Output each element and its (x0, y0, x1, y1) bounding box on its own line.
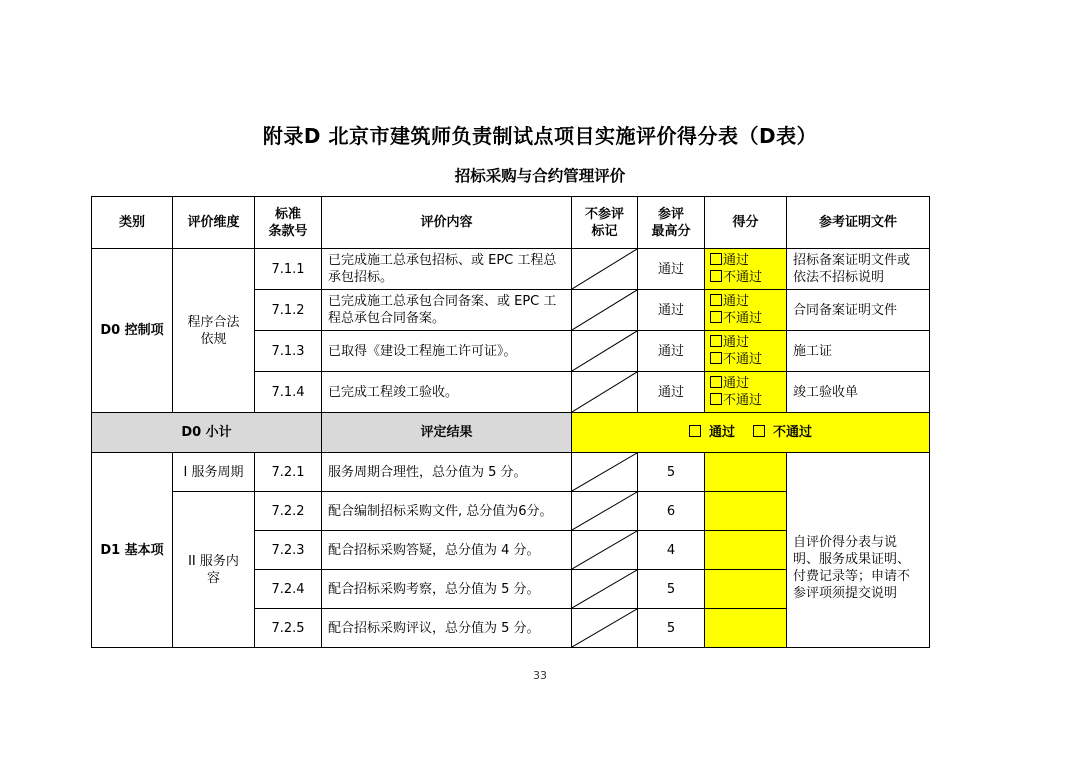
score-input-cell[interactable] (705, 453, 787, 492)
category-d1: D1 基本项 (92, 453, 173, 648)
max-score-cell: 通过 (638, 331, 705, 372)
evidence-cell: 竣工验收单 (787, 372, 930, 413)
diagonal-slash-icon (572, 249, 637, 289)
header-not-applicable (572, 197, 638, 249)
pass-option[interactable] (710, 334, 782, 351)
content-cell: 服务周期合理性，总分值为 5 分。 (322, 453, 572, 492)
max-score-cell: 4 (638, 531, 705, 570)
header-na-line2: 标记 (591, 223, 618, 239)
max-score-cell: 6 (638, 492, 705, 531)
content-cell: 已完成工程竣工验收。 (322, 372, 572, 413)
not-applicable-cell[interactable] (572, 290, 638, 331)
header-row (92, 197, 930, 249)
header-max-line2: 最高分 (651, 223, 691, 239)
fail-option[interactable] (710, 351, 782, 368)
dimension-line: 容 (206, 570, 220, 586)
evidence-line: 依法不招标说明 (793, 270, 885, 285)
header-score: 得分 (705, 197, 787, 249)
diagonal-slash-icon (572, 492, 637, 530)
not-applicable-cell[interactable] (572, 570, 638, 609)
pass-label: 通过 (723, 335, 750, 350)
max-score-cell: 5 (638, 609, 705, 648)
fail-option[interactable] (710, 310, 782, 327)
evidence-cell-d1 (787, 453, 930, 648)
max-score-cell: 通过 (638, 249, 705, 290)
clause-cell: 7.1.3 (255, 331, 322, 372)
pass-option[interactable] (710, 293, 782, 310)
fail-option[interactable] (710, 269, 782, 286)
page-title: 附录D 北京市建筑师负责制试点项目实施评价得分表（D表） (262, 124, 818, 148)
diagonal-slash-icon (572, 453, 637, 491)
diagonal-slash-icon (572, 331, 637, 371)
content-cell: 配合编制招标采购文件, 总分值为6分。 (322, 492, 572, 531)
diagonal-slash-icon (572, 531, 637, 569)
dimension-d0-line2: 依规 (200, 331, 227, 347)
not-applicable-cell[interactable] (572, 492, 638, 531)
content-line: 已完成施工总承包合同备案、或 EPC 工 (328, 294, 557, 309)
checkbox-icon[interactable] (710, 311, 722, 323)
fail-option[interactable] (710, 392, 782, 409)
not-applicable-cell[interactable] (572, 609, 638, 648)
score-cell (705, 331, 787, 372)
checkbox-icon[interactable] (710, 352, 722, 364)
clause-cell: 7.1.2 (255, 290, 322, 331)
subtotal-result-cell (572, 413, 930, 453)
dimension-line: II 服务内 (188, 553, 239, 569)
category-d0: D0 控制项 (92, 249, 173, 413)
header-max-score (638, 197, 705, 249)
evidence-line: 自评价得分表与说 (793, 535, 898, 550)
checkbox-icon[interactable] (710, 294, 722, 306)
diagonal-slash-icon (572, 290, 637, 330)
score-cell (705, 290, 787, 331)
max-score-cell: 5 (638, 570, 705, 609)
table-row (92, 453, 930, 492)
diagonal-slash-icon (572, 570, 637, 608)
score-input-cell[interactable] (705, 492, 787, 531)
clause-cell: 7.2.5 (255, 609, 322, 648)
dimension-service-content (173, 492, 255, 648)
content-cell (322, 290, 572, 331)
fail-label: 不通过 (723, 352, 763, 367)
table-row (92, 249, 930, 290)
evidence-cell: 合同备案证明文件 (787, 290, 930, 331)
pass-label: 通过 (723, 376, 750, 391)
evidence-line: 明、服务成果证明、 (793, 552, 911, 567)
dimension-service-period: I 服务周期 (173, 453, 255, 492)
dimension-d0 (173, 249, 255, 413)
checkbox-icon[interactable] (710, 393, 722, 405)
score-input-cell[interactable] (705, 531, 787, 570)
checkbox-icon[interactable] (710, 270, 722, 282)
score-input-cell[interactable] (705, 570, 787, 609)
fail-label: 不通过 (773, 425, 813, 440)
diagonal-slash-icon (572, 372, 637, 412)
content-line: 已完成施工总承包招标、或 EPC 工程总 (328, 253, 557, 268)
pass-label: 通过 (708, 425, 735, 440)
content-cell: 配合招标采购评议，总分值为 5 分。 (322, 609, 572, 648)
header-evidence: 参考证明文件 (787, 197, 930, 249)
subtotal-row (92, 413, 930, 453)
header-dimension: 评价维度 (173, 197, 255, 249)
header-na-line1: 不参评 (584, 206, 624, 222)
not-applicable-cell[interactable] (572, 453, 638, 492)
dimension-d0-line1: 程序合法 (187, 314, 240, 330)
checkbox-icon[interactable] (753, 425, 765, 437)
checkbox-icon[interactable] (710, 253, 722, 265)
clause-cell: 7.2.3 (255, 531, 322, 570)
clause-cell: 7.2.2 (255, 492, 322, 531)
section-subtitle: 招标采购与合约管理评价 (454, 167, 626, 185)
pass-label: 通过 (723, 253, 750, 268)
content-cell (322, 249, 572, 290)
checkbox-icon[interactable] (710, 376, 722, 388)
checkbox-icon[interactable] (689, 425, 701, 437)
clause-cell: 7.2.4 (255, 570, 322, 609)
score-cell (705, 249, 787, 290)
fail-label: 不通过 (723, 311, 763, 326)
fail-label: 不通过 (723, 393, 763, 408)
page-number: 33 (533, 669, 547, 682)
pass-label: 通过 (723, 294, 750, 309)
content-cell: 配合招标采购考察，总分值为 5 分。 (322, 570, 572, 609)
not-applicable-cell[interactable] (572, 531, 638, 570)
clause-cell: 7.1.4 (255, 372, 322, 413)
header-category: 类别 (92, 197, 173, 249)
header-clause-line2: 条款号 (268, 223, 308, 239)
max-score-cell: 通过 (638, 290, 705, 331)
header-clause (255, 197, 322, 249)
content-line: 程总承包合同备案。 (328, 311, 446, 326)
result-label: 评定结果 (322, 413, 572, 453)
clause-cell: 7.2.1 (255, 453, 322, 492)
pass-option[interactable] (710, 375, 782, 392)
not-applicable-cell[interactable] (572, 372, 638, 413)
evidence-line: 招标备案证明文件或 (793, 253, 911, 268)
header-max-line1: 参评 (657, 206, 684, 222)
content-cell: 已取得《建设工程施工许可证》。 (322, 331, 572, 372)
not-applicable-cell[interactable] (572, 249, 638, 290)
score-cell (705, 372, 787, 413)
evidence-line: 参评项须提交说明 (793, 586, 898, 601)
pass-option[interactable] (710, 252, 782, 269)
evidence-cell: 施工证 (787, 331, 930, 372)
evidence-cell (787, 249, 930, 290)
not-applicable-cell[interactable] (572, 331, 638, 372)
diagonal-slash-icon (572, 609, 637, 647)
score-input-cell[interactable] (705, 609, 787, 648)
max-score-cell: 5 (638, 453, 705, 492)
subtotal-fail-option[interactable] (753, 425, 812, 440)
fail-label: 不通过 (723, 270, 763, 285)
content-cell: 配合招标采购答疑，总分值为 4 分。 (322, 531, 572, 570)
evidence-line: 付费记录等；申请不 (793, 569, 911, 584)
header-clause-line1: 标准 (274, 206, 301, 222)
checkbox-icon[interactable] (710, 335, 722, 347)
content-line: 承包招标。 (328, 270, 394, 285)
clause-cell: 7.1.1 (255, 249, 322, 290)
subtotal-pass-option[interactable] (689, 425, 735, 440)
subtotal-label: D0 小计 (92, 413, 322, 453)
header-content: 评价内容 (322, 197, 572, 249)
max-score-cell: 通过 (638, 372, 705, 413)
evaluation-score-table (91, 196, 930, 648)
